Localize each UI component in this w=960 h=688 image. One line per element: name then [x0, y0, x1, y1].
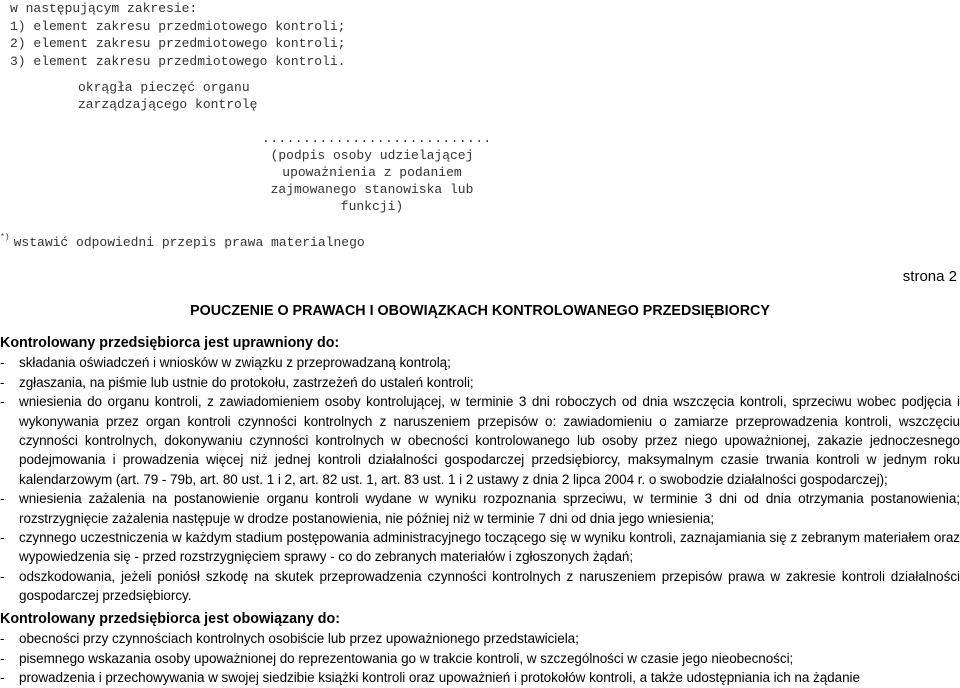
- list-item-text: prowadzenia i przechowywania w swojej siedzibie książki kontroli oraz upoważnień i protokołów kontroli, a także udostępniania ich na żądanie: [19, 670, 860, 686]
- footnote: [0, 233, 365, 250]
- list-item: [0, 649, 960, 668]
- section-title: POUCZENIE O PRAWACH I OBOWIĄZKACH KONTROLOWANEGO PRZEDSIĘBIORCY: [190, 303, 770, 319]
- list-item-text: pisemnego wskazania osoby upoważnionej do reprezentowania go w trakcie kontroli, w szczególności w czasie jego nieobecności;: [19, 650, 794, 666]
- footnote-text: wstawić odpowiedni przepis prawa materialnego: [13, 235, 365, 250]
- seal-label-line1: okrągła pieczęć organu: [78, 80, 250, 95]
- list-item: [0, 373, 960, 392]
- footnote-marker: *): [0, 233, 10, 242]
- intro-section: [10, 0, 345, 71]
- list-item-text: wniesienia do organu kontroli, z zawiadomieniem osoby kontrolującej, w terminie 3 dni roboczych od dnia wszczęcia kontroli, sprzeciwu wobec podjęcia i wykonywania przez organ kontroli czynności kontrolnych z naruszeniem przepisów o: zawiadomieniu o zamiarze przeprowadzenia kontroli, wszczęciu czynności kontrolnych, dokonywaniu czynności kontrolnych w obecności kontrolowanego lub osoby przez niego upoważnionej, zakazie jednoczesnego podejmowania i prowadzenia więcej niż jednej kontroli działalności gospodarczej przedsiębiorcy, maksymalnym czasie trwania kontroli w jednym roku kalendarzowym (art. 79 - 79b, art. 80 ust. 1 i 2, art. 82 ust. 1, art. 83 ust. 1 i 2 ustawy z dnia 2 lipca 2004 r. o swobodzie działalności gospodarczej);: [19, 394, 960, 487]
- scope-item: 3) element zakresu przedmiotowego kontroli.: [10, 54, 346, 70]
- list-item: [0, 629, 960, 648]
- page-number: strona 2: [902, 268, 957, 285]
- list-item: [0, 528, 960, 567]
- official-seal-placeholder: [78, 80, 257, 113]
- list-item-text: obecności przy czynnościach kontrolnych osobiście lub przez upoważnionego przedstawiciela;: [19, 631, 579, 647]
- scope-item: 1) element zakresu przedmiotowego kontroli;: [10, 18, 346, 34]
- list-dash: -: [0, 355, 5, 371]
- list-dash: -: [0, 670, 5, 686]
- list-dash: -: [0, 374, 5, 390]
- signature-caption-line2: upoważnienia z podaniem: [282, 165, 462, 180]
- rights-section: [0, 334, 960, 606]
- list-item: [0, 567, 960, 606]
- signature-line: ............................: [262, 131, 492, 146]
- obligations-section: [0, 610, 960, 688]
- list-dash: -: [0, 568, 5, 584]
- list-dash: -: [0, 394, 5, 410]
- list-dash: -: [0, 631, 5, 647]
- scope-item: 2) element zakresu przedmiotowego kontroli;: [10, 36, 346, 52]
- list-item: [0, 489, 960, 528]
- list-item-text: czynnego uczestniczenia w każdym stadium postępowania administracyjnego toczącego się w wyniku kontroli, zaznajamiania się z zebranym materiałem oraz wypowiedzenia się - przed rozstrzygnięciem sprawy - co do zebranych materiałów i zgłoszonych żądań;: [19, 530, 960, 565]
- signature-caption-line1: (podpis osoby udzielającej: [270, 148, 474, 163]
- list-dash: -: [0, 650, 5, 666]
- list-item-text: zgłaszania, na piśmie lub ustnie do protokołu, zastrzeżeń do ustaleń kontroli;: [19, 374, 474, 390]
- list-item-text: wniesienia zażalenia na postanowienie organu kontroli wydane w wyniku rozpoznania sprzeciwu, w terminie 3 dni od dnia otrzymania postanowienia; rozstrzygnięcie zażalenia następuje w drodze postanowienia, nie później niż w terminie 7 dni od dnia jego wniesienia;: [19, 491, 960, 526]
- seal-label-line2: zarządzającego kontrolę: [78, 96, 258, 112]
- signature-block: [262, 130, 492, 215]
- list-item: [0, 392, 960, 489]
- list-item: [0, 353, 960, 372]
- obligations-list: [0, 629, 960, 687]
- obligations-heading: Kontrolowany przedsiębiorca jest obowiązany do:: [0, 611, 340, 627]
- list-dash: -: [0, 530, 5, 546]
- intro-heading: w następującym zakresie:: [10, 1, 198, 16]
- list-item-text: odszkodowania, jeżeli poniósł szkodę na skutek przeprowadzenia czynności kontrolnych z naruszeniem przepisów prawa w zakresie kontroli działalności gospodarczej przedsiębiorcy.: [19, 568, 960, 604]
- signature-caption-line3: zajmowanego stanowiska lub: [270, 182, 474, 197]
- rights-heading: Kontrolowany przedsiębiorca jest uprawniony do:: [0, 335, 340, 351]
- signature-caption-line4: funkcji): [340, 199, 404, 214]
- list-dash: -: [0, 491, 5, 507]
- list-item: [0, 668, 960, 687]
- rights-list: [0, 353, 960, 605]
- list-item-text: składania oświadczeń i wniosków w związku z przeprowadzaną kontrolą;: [19, 355, 451, 371]
